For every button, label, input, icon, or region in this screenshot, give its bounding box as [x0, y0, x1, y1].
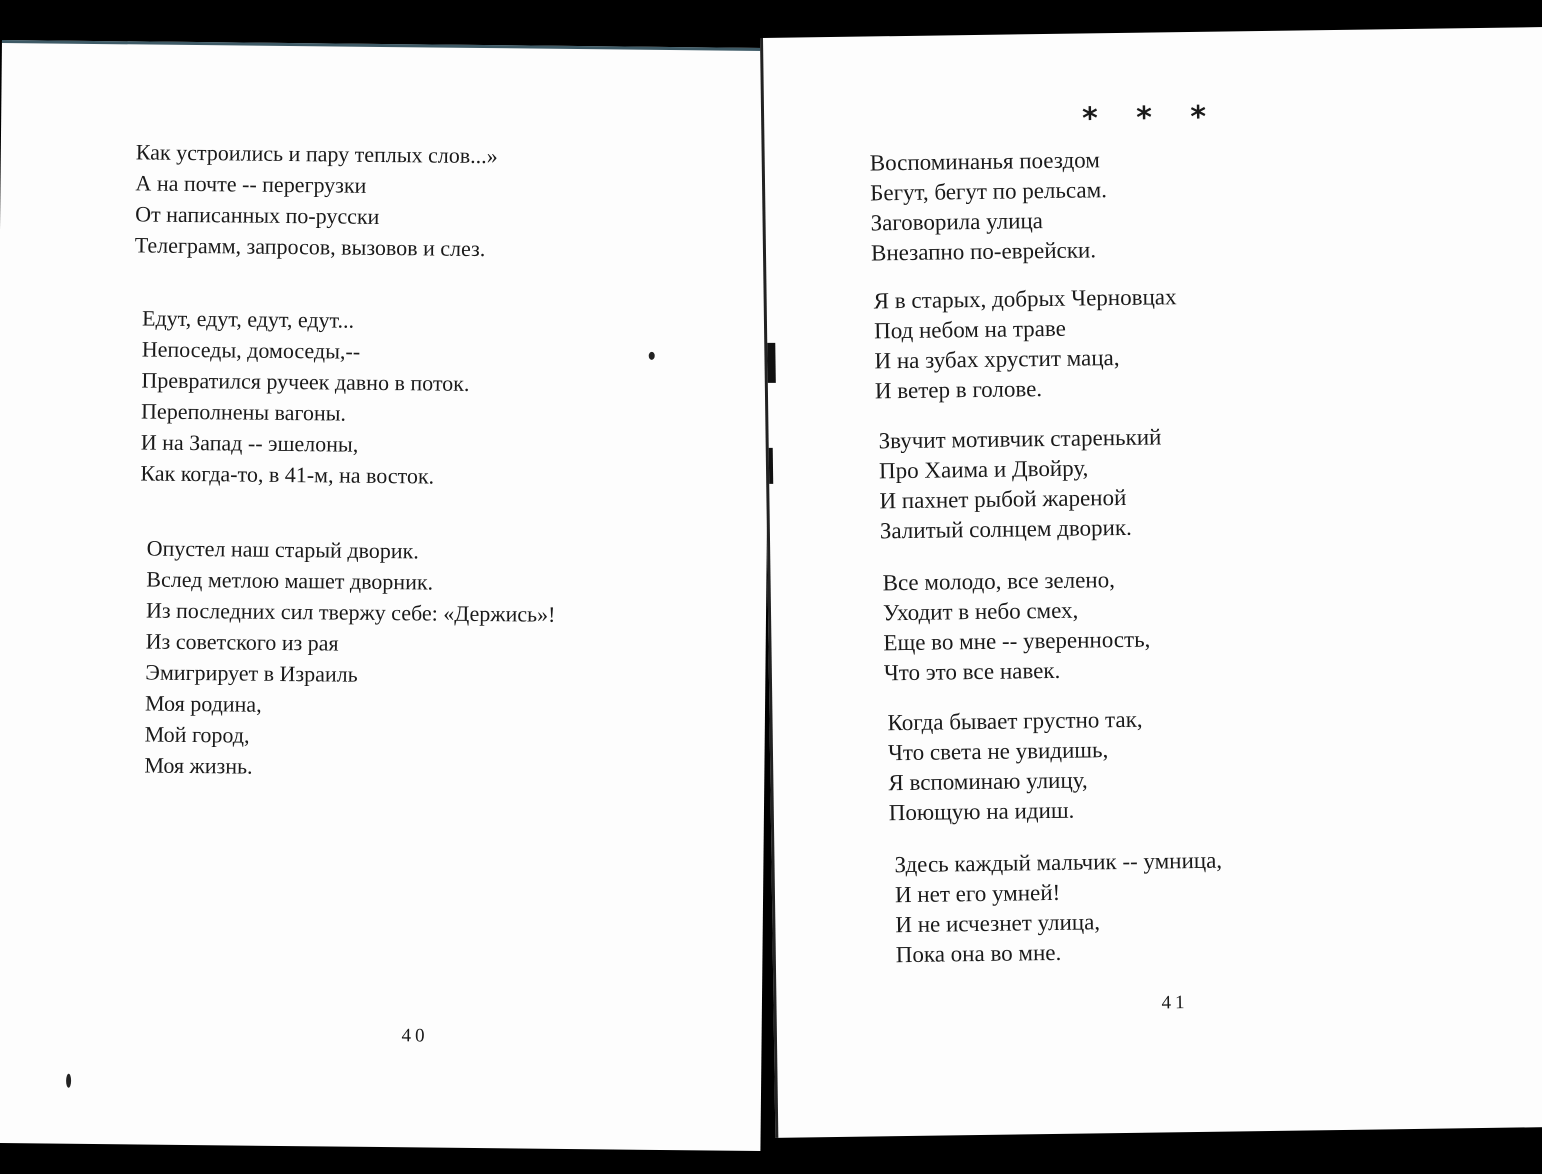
poem-line: Как устроились и пару теплых слов...» [135, 139, 498, 169]
stanza-4 [882, 565, 1151, 689]
poem-line: Превратился ручеек давно в поток. [141, 367, 470, 396]
ink-speck [649, 352, 655, 360]
page-number: 41 [1161, 992, 1189, 1014]
poem-line: А на почте -- перегрузки [135, 170, 367, 198]
stanza-1 [870, 145, 1108, 268]
stanza-2 [140, 302, 470, 491]
poem-line: Поющую на идиш. [888, 797, 1075, 826]
poem-line: И на зубах хрустит маца, [874, 345, 1120, 374]
poem-line: Вслед метлою машет дворник. [146, 566, 434, 595]
poem-line: Мой город, [144, 721, 250, 748]
poem-line: Здесь каждый мальчик -- умница, [894, 847, 1223, 878]
poem-line: Из последних сил твержу себе: «Держись»! [145, 597, 556, 627]
poem-line: И на Запад -- эшелоны, [140, 429, 359, 457]
poem-line: Звучит мотивчик старенький [878, 424, 1162, 454]
left-page [0, 40, 772, 1151]
stanza-1 [135, 136, 498, 264]
poem-line: Еще во мне -- уверенность, [883, 626, 1151, 656]
spine-mark [769, 448, 774, 484]
poem-line: От написанных по-русски [135, 201, 380, 229]
poem-line: Залитый солнцем дворик. [879, 514, 1132, 544]
right-page [760, 27, 1542, 1138]
poem-line: Бегут, бегут по рельсам. [870, 177, 1108, 206]
poem-line: Моя жизнь. [144, 752, 253, 779]
poem-line: Что это все навек. [883, 657, 1061, 686]
poem-line: Пока она во мне. [895, 939, 1062, 968]
poem-line: Как когда-то, в 41-м, на восток. [140, 460, 435, 489]
poem-line: Уходит в небо смех, [882, 597, 1079, 626]
poem-line: Едут, едут, едут, едут... [141, 305, 355, 333]
poem-line: Из советского из рая [145, 628, 339, 656]
section-stars: * * * [1081, 99, 1221, 137]
poem-line: И ветер в голове. [874, 376, 1043, 404]
spine-mark [767, 343, 776, 383]
poem-line: Телеграмм, запросов, вызовов и слез. [134, 232, 486, 262]
poem-line: Переполнены вагоны. [140, 398, 347, 426]
poem-line: Я вспоминаю улицу, [888, 767, 1088, 796]
poem-line: Когда бывает грустно так, [887, 706, 1143, 736]
poem-line: Все молодо, все зелено, [882, 567, 1116, 596]
poem-line: Я в старых, добрых Черновцах [873, 284, 1177, 314]
poem-line: И пахнет рыбой жареной [879, 484, 1127, 514]
page-number: 40 [401, 1025, 429, 1047]
poem-line: Непоседы, домоседы,-- [141, 336, 361, 364]
poem-line: Внезапно по-еврейски. [870, 237, 1097, 266]
stanza-6 [894, 846, 1223, 971]
poem-line: Эмигрирует в Израиль [145, 659, 358, 687]
poem-line: Что света не увидишь, [887, 737, 1109, 766]
poem-line: Под небом на траве [873, 315, 1066, 344]
poem-line: И нет его умней! [894, 879, 1061, 908]
stanza-3 [878, 422, 1162, 546]
stanza-2 [873, 282, 1178, 406]
poem-line: Воспоминанья поездом [869, 147, 1100, 176]
stanza-5 [887, 705, 1144, 829]
poem-line: Про Хаима и Двойру, [878, 455, 1089, 484]
poem-line: Заговорила улица [870, 208, 1044, 236]
poem-line: И не исчезнет улица, [895, 909, 1101, 938]
poem-line: Моя родина, [144, 690, 262, 717]
ink-speck [66, 1074, 71, 1088]
poem-line: Опустел наш старый дворик. [146, 535, 419, 564]
stanza-3 [144, 533, 556, 785]
